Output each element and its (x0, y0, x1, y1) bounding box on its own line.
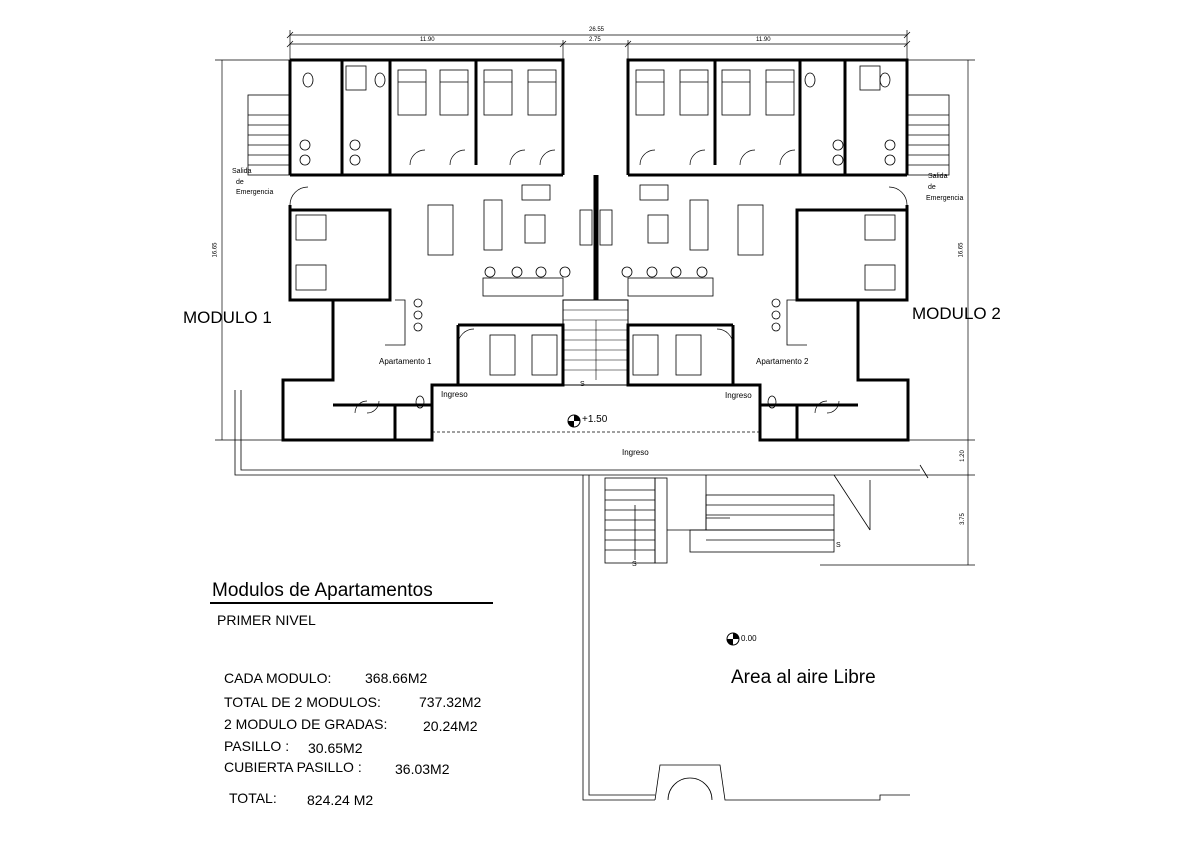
module-1-beds (296, 70, 557, 375)
salida-left-3: Emergencia (236, 189, 274, 196)
ingreso-center-label: Ingreso (622, 448, 649, 457)
emergency-stair-left (248, 95, 290, 175)
level-upper-label: +1.50 (582, 414, 608, 425)
side-dimension-lines (212, 60, 975, 565)
level-marker-lower (727, 633, 739, 645)
summary-subtitle: PRIMER NIVEL (217, 612, 316, 628)
level-marker-upper (568, 415, 580, 427)
gradas-label: 2 MODULO DE GRADAS: (224, 716, 388, 732)
ingreso-right-label: Ingreso (725, 391, 752, 400)
modulo-1-label: MODULO 1 (183, 308, 272, 327)
emergency-stair-right (907, 95, 949, 175)
level-lower-label: 0.00 (741, 634, 757, 643)
dim-right-height: 16.65 (958, 242, 965, 258)
total-modulos-label: TOTAL DE 2 MODULOS: (224, 694, 381, 710)
central-stair-treads (563, 310, 628, 380)
lower-stair (583, 475, 870, 800)
pasillo-label: PASILLO : (224, 738, 290, 754)
summary-title: Modulos de Apartamentos (212, 580, 433, 601)
total-label: TOTAL: (229, 790, 277, 806)
total-modulos-value: 737.32M2 (419, 694, 482, 710)
dim-total-width: 26.55 (589, 27, 605, 33)
entrance-corridor (235, 390, 928, 478)
stair-s-ramp: S (836, 542, 841, 549)
modulo-2-label: MODULO 2 (912, 304, 1001, 323)
outdoor-bottom-wall (655, 765, 910, 800)
module-1-walls (283, 60, 563, 440)
dim-corridor: 1.20 (959, 450, 966, 462)
cubierta-label: CUBIERTA PASILLO : (224, 759, 362, 775)
dim-stair: 3.75 (959, 513, 966, 525)
pasillo-value: 30.65M2 (308, 740, 363, 756)
dim-right-width: 11.90 (756, 37, 771, 43)
area-libre-label: Area al aire Libre (731, 667, 876, 688)
salida-right-3: Emergencia (926, 195, 964, 202)
module-2-beds (633, 70, 895, 375)
salida-right-2: de (928, 184, 936, 191)
cubierta-value: 36.03M2 (395, 761, 450, 777)
salida-left-2: de (236, 179, 244, 186)
apartamento-1-label: Apartamento 1 (379, 357, 432, 366)
summary-title-underline (210, 602, 493, 604)
central-stair (563, 300, 628, 385)
dim-left-width: 11.90 (420, 37, 435, 43)
salida-right-1: Salida (928, 173, 948, 180)
ingreso-left-label: Ingreso (441, 390, 468, 399)
dim-left-height: 16.65 (212, 242, 219, 258)
cada-modulo-label: CADA MODULO: (224, 670, 332, 686)
top-dimension-lines (287, 30, 910, 60)
dim-center-width: 2.75 (589, 37, 601, 43)
cada-modulo-value: 368.66M2 (365, 670, 428, 686)
gradas-value: 20.24M2 (423, 718, 478, 734)
module-2-walls (628, 60, 908, 440)
total-value: 824.24 M2 (307, 792, 374, 808)
salida-left-1: Salida (232, 168, 252, 175)
stair-s-center: S (580, 381, 585, 388)
apartamento-2-label: Apartamento 2 (756, 357, 809, 366)
stair-s-lower: S (632, 561, 637, 568)
